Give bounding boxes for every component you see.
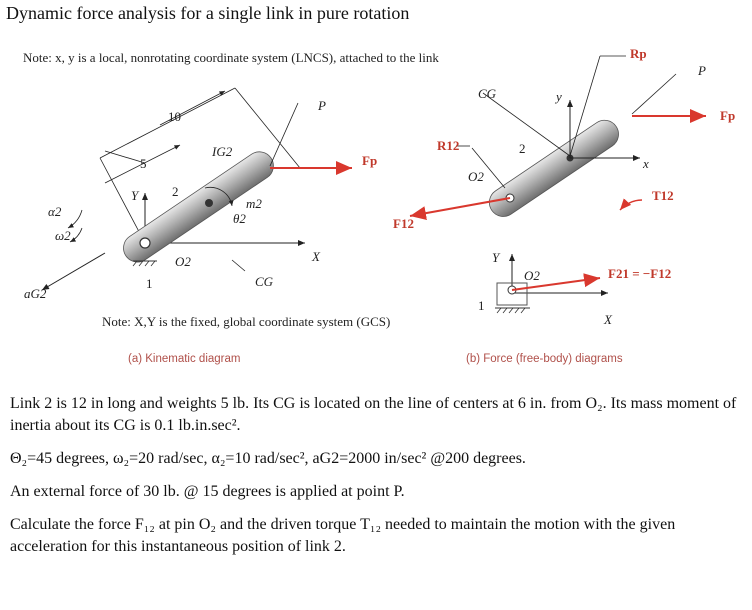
dim-10: 10 [168,109,181,124]
problem-p1: Link 2 is 12 in long and weights 5 lb. Its CG is located on the line of centers at 6 in. from O₂. Its mass moment of inertia about its CG is 0.1 lb.in.sec². [10,395,737,434]
dim-2: 2 [172,184,179,199]
label-T12: T12 [652,188,674,203]
label-CG-b: CG [478,86,497,101]
label-alpha2: α2 [48,204,62,219]
cg-point [205,199,213,207]
label-1-b: 1 [478,298,485,313]
label-x-local: x [643,156,649,171]
accel-aG2-arrow [42,253,105,290]
caption-b: (b) Force (free-body) diagrams [466,353,623,365]
dim-5: 5 [140,156,147,171]
label-Rp: Rp [630,46,647,61]
label-m2: m2 [246,196,262,211]
problem-p3: An external force of 30 lb. @ 15 degrees is applied at point P. [10,483,405,500]
caption-a: (a) Kinematic diagram [128,353,241,365]
label-O2-b: O2 [468,169,484,184]
label-CG-a: CG [255,274,274,289]
label-1-a: 1 [146,276,153,291]
note-gcs: Note: X,Y is the fixed, global coordinate system (GCS) [102,314,391,329]
label-R12: R12 [437,138,460,153]
label-Fp-a: Fp [362,153,378,168]
problem-statement [10,393,744,569]
link-2-fbd [484,115,624,222]
kinematic-diagram [24,88,390,365]
label-y-local: y [556,89,562,104]
figure [0,28,752,378]
label-F21: F21 = −F12 [608,266,672,281]
axis-X: X [312,249,320,264]
problem-p2: Θ₂=45 degrees, ω₂=20 rad/sec, α₂=10 rad/sec², aG2=2000 in/sec² @200 degrees. [10,450,526,467]
label-Fp-b: Fp [720,108,736,123]
label-omega2: ω2 [55,228,71,243]
axis-Y: Y [131,188,139,203]
pivot-O2 [140,238,150,248]
label-P: P [318,98,326,113]
label-Y-b: Y [492,250,500,265]
label-2-b: 2 [519,141,526,156]
label-IG2: IG2 [212,144,233,159]
label-O2-ground: O2 [524,268,540,283]
label-F12: F12 [393,216,414,231]
note-lncs: Note: x, y is a local, nonrotating coordinate system (LNCS), attached to the link [23,50,439,65]
label-aG2: aG2 [24,286,47,301]
free-body-diagram [393,46,735,365]
torque-T12 [620,200,642,210]
label-X-b: X [604,312,612,327]
label-theta2: θ2 [233,211,246,226]
label-O2-a: O2 [175,254,191,269]
page-title: Dynamic force analysis for a single link in pure rotation [6,3,410,23]
problem-p4: Calculate the force F₁₂ at pin O₂ and the driven torque T₁₂ needed to maintain the motion with the given acceleration for this instantaneous position of link 2. [10,516,676,555]
label-P-b: P [698,63,706,78]
